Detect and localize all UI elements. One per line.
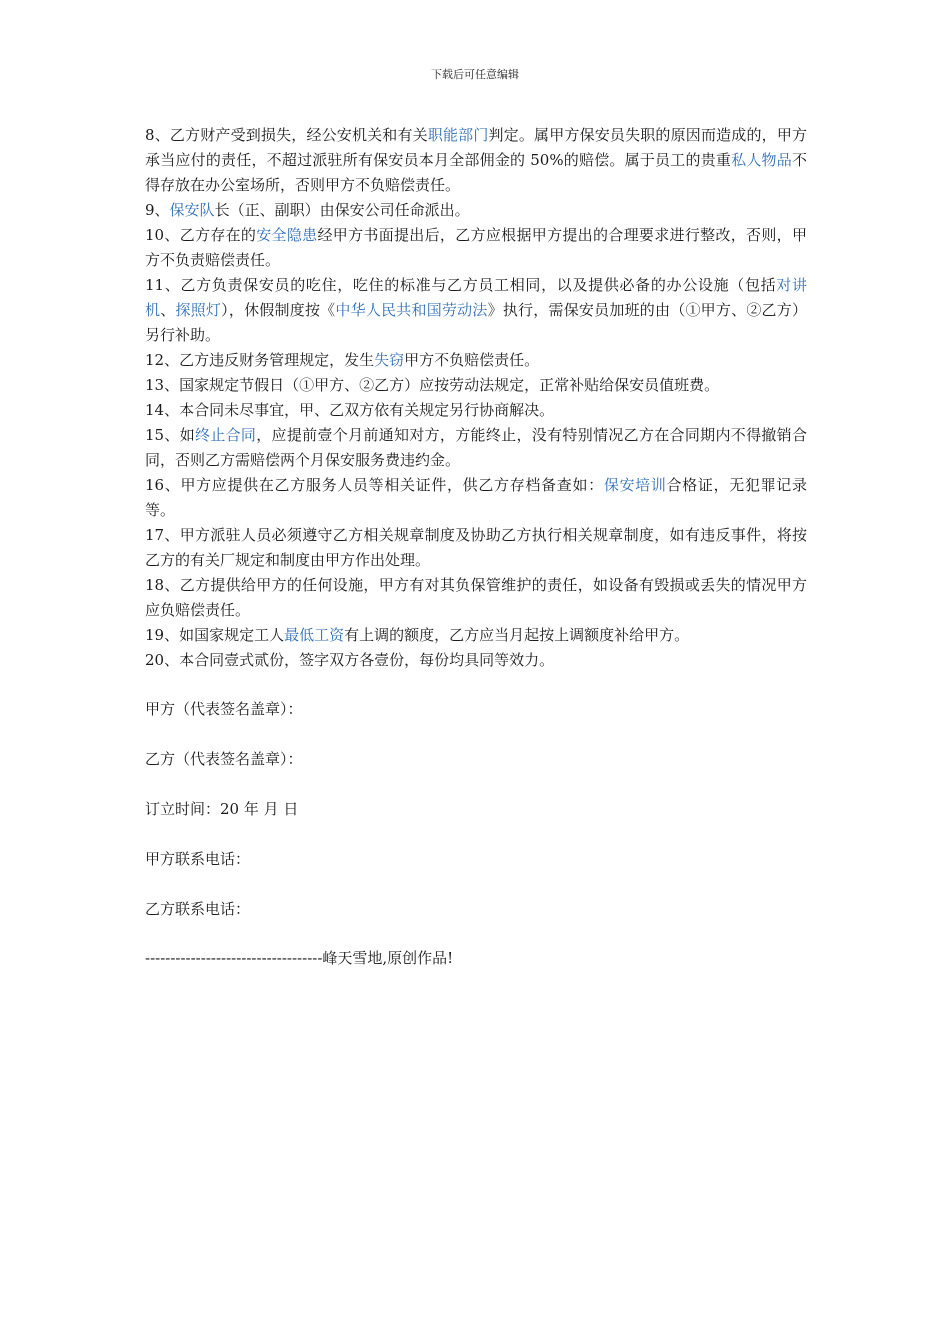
clause-20 xyxy=(145,648,807,673)
signing-date-label: 订立时间：20 年 月 日 xyxy=(145,800,299,818)
link-functional-department[interactable]: 职能部门 xyxy=(427,126,489,144)
clause-text: 甲方不负赔偿责任。 xyxy=(404,351,540,369)
link-terminate-contract[interactable]: 终止合同 xyxy=(195,426,257,444)
party-a-signature-label: 甲方（代表签名盖章）： xyxy=(145,700,303,718)
clause-10 xyxy=(145,223,807,273)
clause-9 xyxy=(145,198,807,223)
clause-15 xyxy=(145,423,807,473)
link-theft[interactable]: 失窃 xyxy=(374,351,405,369)
clause-text: 、 xyxy=(160,301,176,319)
clause-text: 经甲方书面提出后，乙方应根据甲方提出的合理要求进行整改，否则，甲方不负责赔偿责任。 xyxy=(145,226,807,269)
clause-text: 12、乙方违反财务管理规定，发生 xyxy=(145,351,375,369)
link-security-team[interactable]: 保安队 xyxy=(169,201,215,219)
link-safety-hazard[interactable]: 安全隐患 xyxy=(256,226,318,244)
footer-credit: -----------------------------------峰天雪地,原创作品! xyxy=(145,949,454,967)
party-b-signature-label: 乙方（代表签名盖章）： xyxy=(145,750,303,768)
clause-text: 19、如国家规定工人 xyxy=(145,626,285,644)
clause-13 xyxy=(145,373,807,398)
link-personal-items[interactable]: 私人物品 xyxy=(731,151,792,169)
link-labor-law[interactable]: 中华人民共和国劳动法 xyxy=(335,301,488,319)
clause-8 xyxy=(145,123,807,198)
clause-text: 10、乙方存在的 xyxy=(145,226,257,244)
clause-16 xyxy=(145,473,807,523)
clause-text: 合格证，无犯罪记录等。 xyxy=(145,476,807,519)
clause-text: 有上调的额度，乙方应当月起按上调额度补给甲方。 xyxy=(344,626,690,644)
link-walkie-talkie[interactable]: 对讲机 xyxy=(145,276,807,319)
clause-text: 14、本合同未尽事宜，甲、乙双方依有关规定另行协商解决。 xyxy=(145,401,555,419)
clause-text: 18、乙方提供给甲方的任何设施，甲方有对其负保管维护的责任，如设备有毁损或丢失的情况甲方应负赔偿责任。 xyxy=(145,576,807,619)
clause-text: 17、甲方派驻人员必须遵守乙方相关规章制度及协助乙方执行相关规章制度，如有违反事件，将按乙方的有关厂规定和制度由甲方作出处理。 xyxy=(145,526,807,569)
clause-text: 不得存放在办公室场所，否则甲方不负赔偿责任。 xyxy=(145,151,807,194)
clause-text: ），休假制度按《 xyxy=(221,301,336,319)
party-a-phone-label: 甲方联系电话： xyxy=(145,850,251,868)
clause-12 xyxy=(145,348,807,373)
clause-text: 判定。属甲方保安员失职的原因而造成的，甲方承当应付的责任，不超过派驻所有保安员本月全部佣金的 50%的赔偿。属于员工的贵重 xyxy=(145,126,807,169)
clause-text: 13、国家规定节假日（①甲方、②乙方）应按劳动法规定，正常补贴给保安员值班费。 xyxy=(145,376,720,394)
clause-text: 15、如 xyxy=(145,426,196,444)
contract-clauses xyxy=(145,123,807,673)
clause-17 xyxy=(145,523,807,573)
clause-text: 长（正、副职）由保安公司任命派出。 xyxy=(214,201,470,219)
clause-text: 16、甲方应提供在乙方服务人员等相关证件，供乙方存档备查如： xyxy=(145,476,604,494)
party-b-phone-label: 乙方联系电话： xyxy=(145,900,251,918)
link-searchlight[interactable]: 探照灯 xyxy=(175,301,222,319)
clause-11 xyxy=(145,273,807,348)
clause-text: 11、乙方负责保安员的吃住，吃住的标准与乙方员工相同，以及提供必备的办公设施（包括 xyxy=(145,276,777,294)
clause-text: 9、 xyxy=(145,201,170,219)
page-header: 下载后可任意编辑 xyxy=(431,68,519,81)
clause-14 xyxy=(145,398,807,423)
clause-text: 20、本合同壹式贰份，签字双方各壹份，每份均具同等效力。 xyxy=(145,651,555,669)
clause-19 xyxy=(145,623,807,648)
link-security-training[interactable]: 保安培训 xyxy=(603,476,667,494)
clause-18 xyxy=(145,573,807,623)
clause-text: ，应提前壹个月前通知对方，方能终止，没有特别情况乙方在合同期内不得撤销合同，否则乙方需赔偿两个月保安服务费违约金。 xyxy=(145,426,807,469)
clause-text: 8、乙方财产受到损失，经公安机关和有关 xyxy=(145,126,428,144)
clause-text: 》执行，需保安员加班的由（①甲方、②乙方）另行补助。 xyxy=(145,301,807,344)
link-minimum-wage[interactable]: 最低工资 xyxy=(284,626,345,644)
